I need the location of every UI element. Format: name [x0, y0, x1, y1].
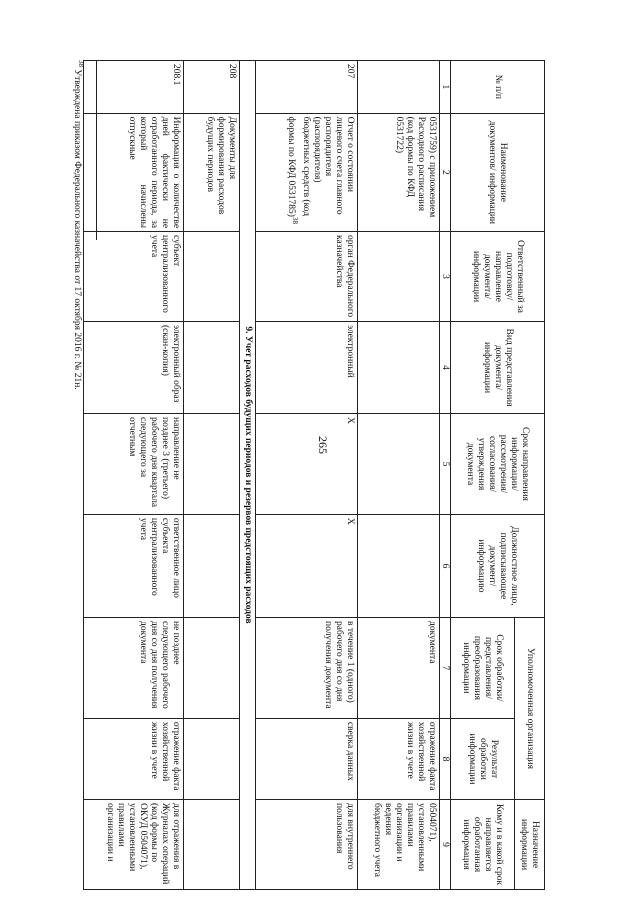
column-number: 8 — [440, 718, 451, 799]
page-number: 265 — [316, 436, 330, 454]
table-row — [358, 61, 440, 890]
row-name — [256, 113, 358, 231]
footnote-mark: 38 — [77, 60, 85, 67]
table-row — [84, 61, 184, 890]
row-term: направление не позднее 3 (третьего) рабочего дня квартала следующего за отчетным — [84, 414, 184, 515]
row-official: ответственное лицо субъекта централизованного учета — [84, 514, 184, 617]
header-group-purpose: Назначение информации — [515, 800, 545, 890]
register-table — [83, 60, 545, 890]
section-row — [240, 61, 256, 890]
column-number: 5 — [440, 414, 451, 515]
row-num — [358, 61, 440, 114]
row-result: отражение факта хозяйственной жизни в учете — [84, 718, 184, 799]
row-purpose: для внутреннего пользования — [256, 800, 358, 890]
row-name: Документы для формирования расходов будущих периодов — [184, 113, 240, 231]
row-result: отражение факта хозяйственной жизни в учете — [358, 718, 440, 799]
row-responsible — [358, 232, 440, 322]
row-processing-term: в течение 1 (одного) рабочего дня со дня получения документа — [256, 617, 358, 718]
row-official: Х — [256, 514, 358, 617]
row-term — [358, 414, 440, 515]
header-kind: Вид представления документа/ информации — [451, 321, 545, 413]
row-kind: электронный образ (скан-копия) — [84, 321, 184, 413]
row-responsible: орган Федерального казначейства — [256, 232, 358, 322]
row-official — [184, 514, 240, 617]
footnote-divider — [96, 60, 97, 240]
header-purpose: Кому и в какой срок направляется обработанная информация — [451, 800, 515, 890]
row-processing-term: не позднее следующего рабочего дня со дня получения документа — [84, 617, 184, 718]
row-result: сверка данных — [256, 718, 358, 799]
column-number: 4 — [440, 321, 451, 413]
row-num: 208 — [184, 61, 240, 114]
row-responsible — [184, 232, 240, 322]
header-official: Должностное лицо, подписывающее документ/ информацию — [451, 514, 545, 617]
row-name: 0531759) с приложением Расходного расписания (код формы по КФД 0531722) — [358, 113, 440, 231]
column-number: 3 — [440, 232, 451, 322]
header-responsible: Ответственный за подготовку/ направление документа/ информации — [451, 232, 545, 322]
row-kind: электронный — [256, 321, 358, 413]
row-purpose: для отражения в Журналах операций (код формы по ОКУД 0504071), установленными правилами организации и — [84, 800, 184, 890]
header-num: № п/п — [451, 61, 545, 114]
row-purpose: 0504071), установленными правилами организации и ведения бюджетного учета — [358, 800, 440, 890]
row-kind — [358, 321, 440, 413]
row-processing-term: документа — [358, 617, 440, 718]
header-row-1 — [515, 61, 545, 890]
row-num: 208.1 — [84, 61, 184, 114]
header-result: Результат обработки информации — [451, 718, 515, 799]
row-official — [358, 514, 440, 617]
row-processing-term — [184, 617, 240, 718]
column-number: 7 — [440, 617, 451, 718]
row-kind — [184, 321, 240, 413]
header-name: Наименование документов/ информации — [451, 113, 545, 231]
column-number: 6 — [440, 514, 451, 617]
row-purpose — [184, 800, 240, 890]
rotated-page — [71, 60, 545, 890]
row-term — [184, 414, 240, 515]
header-processing-term: Срок обработки/ представления/ преобразования информации — [451, 617, 515, 718]
row-name: Информация о количестве дней фактически не отработанного периода, за который начислены отпускные — [84, 113, 184, 231]
table-row — [256, 61, 358, 890]
header-term: Срок направления информации/ рассмотрения/ согласования/ утверждения документа — [451, 414, 545, 515]
header-group-org: Уполномоченная организация — [515, 617, 545, 799]
footnote-ref: 38 — [291, 216, 299, 224]
row-name-text: Отчет о состоянии лицевого счета главного распорядителя (распорядителя) бюджетных средств (код формы по КФД 0531785) — [285, 116, 355, 217]
column-number: 2 — [440, 113, 451, 231]
row-responsible: субъект централизованного учета — [84, 232, 184, 322]
section-title: 9. Учет расходов будущих периодов и резервов предстоящих расходов — [240, 61, 256, 890]
table-row — [184, 61, 240, 890]
row-result — [184, 718, 240, 799]
footnote — [71, 60, 87, 760]
column-number-row — [440, 61, 451, 890]
column-number: 1 — [440, 61, 451, 114]
row-term: Х — [256, 414, 358, 515]
column-number: 9 — [440, 800, 451, 890]
footnote-text: Утверждена приказом Федерального казначейства от 17 октября 2016 г. № 21н. — [71, 69, 82, 390]
row-num: 207 — [256, 61, 358, 114]
